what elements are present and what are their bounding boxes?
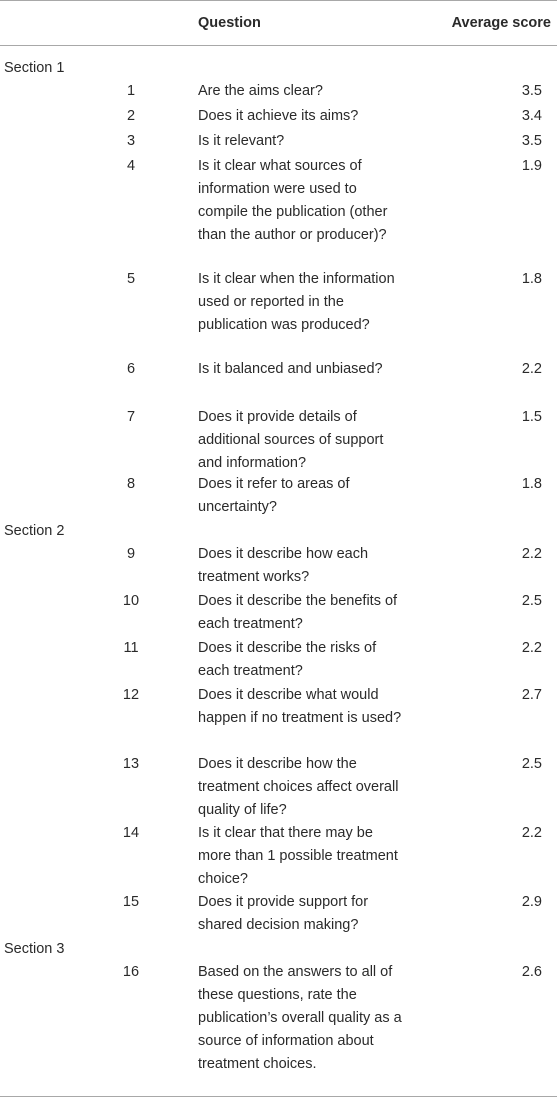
section-label: Section 1 [4, 60, 65, 76]
question-number: 11 [123, 640, 139, 656]
table-row [0, 155, 557, 268]
question-text: Does it describe how each treatment works? [198, 546, 369, 585]
section-label: Section 2 [4, 523, 65, 539]
average-score: 2.2 [521, 825, 542, 841]
question-number: 4 [126, 158, 136, 174]
question-text: Is it relevant? [198, 133, 285, 149]
average-score: 2.7 [521, 687, 542, 703]
question-number: 2 [126, 108, 136, 124]
question-text: Does it describe the benefits of each treatment? [198, 593, 398, 632]
table-row [0, 684, 557, 753]
question-text: Does it achieve its aims? [198, 108, 359, 124]
question-number: 13 [122, 756, 140, 772]
section-label: Section 3 [4, 941, 65, 957]
question-number: 7 [126, 409, 136, 425]
question-number: 10 [122, 593, 140, 609]
question-number: 6 [126, 361, 136, 377]
average-score: 2.5 [521, 593, 542, 609]
table-header [0, 0, 557, 46]
question-text: Does it describe the risks of each treatment? [198, 640, 377, 679]
question-number: 14 [122, 825, 140, 841]
average-score: 2.6 [521, 964, 542, 980]
average-score: 2.2 [521, 361, 542, 377]
question-number: 15 [122, 894, 140, 910]
table-row [0, 637, 557, 684]
table-row [0, 590, 557, 637]
question-number: 5 [126, 271, 136, 287]
average-score: 1.9 [521, 158, 542, 174]
average-score: 3.5 [521, 83, 542, 99]
question-number: 8 [126, 476, 136, 492]
table-row [0, 105, 557, 130]
table-row [0, 753, 557, 822]
table-row [0, 891, 557, 937]
table-bottom-rule [0, 1096, 557, 1097]
question-text: Is it clear that there may be more than 1 possible treatment choice? [198, 825, 398, 887]
average-score: 3.5 [521, 133, 542, 149]
average-score: 2.2 [521, 546, 542, 562]
table-row [0, 268, 557, 358]
question-text: Is it clear when the information used or reported in the publication was produced? [198, 271, 395, 333]
question-text: Are the aims clear? [198, 83, 323, 99]
table-row [0, 543, 557, 590]
column-header-average-score: Average score [451, 15, 551, 31]
table-row [0, 80, 557, 105]
question-text: Does it describe how the treatment choices affect overall quality of life? [198, 756, 399, 818]
average-score: 1.5 [521, 409, 542, 425]
question-number: 16 [122, 964, 140, 980]
average-score: 3.4 [521, 108, 542, 124]
average-score: 1.8 [521, 476, 542, 492]
question-number: 3 [126, 133, 136, 149]
question-text: Does it describe what would happen if no treatment is used? [198, 687, 402, 726]
table-row [0, 130, 557, 155]
average-score: 1.8 [521, 271, 542, 287]
table-row [0, 961, 557, 1076]
question-text: Does it refer to areas of uncertainty? [198, 476, 350, 515]
question-text: Is it balanced and unbiased? [198, 361, 383, 377]
average-score: 2.5 [521, 756, 542, 772]
table-row [0, 473, 557, 519]
column-header-question: Question [198, 15, 261, 31]
question-number: 9 [126, 546, 136, 562]
table-row [0, 406, 557, 473]
question-text: Based on the answers to all of these questions, rate the publication’s overall quality as a source of information about treatment choices. [198, 964, 402, 1072]
average-score: 2.2 [521, 640, 542, 656]
question-text: Is it clear what sources of information were used to compile the publication (other than the author or producer)? [198, 158, 388, 243]
section-heading [0, 519, 557, 543]
table-row [0, 358, 557, 406]
question-number: 1 [126, 83, 136, 99]
question-text: Does it provide details of additional sources of support and information? [198, 409, 384, 471]
question-text: Does it provide support for shared decision making? [198, 894, 369, 933]
average-score: 2.9 [521, 894, 542, 910]
table-row [0, 822, 557, 891]
question-number: 12 [122, 687, 140, 703]
section-heading [0, 56, 557, 80]
section-heading [0, 937, 557, 961]
